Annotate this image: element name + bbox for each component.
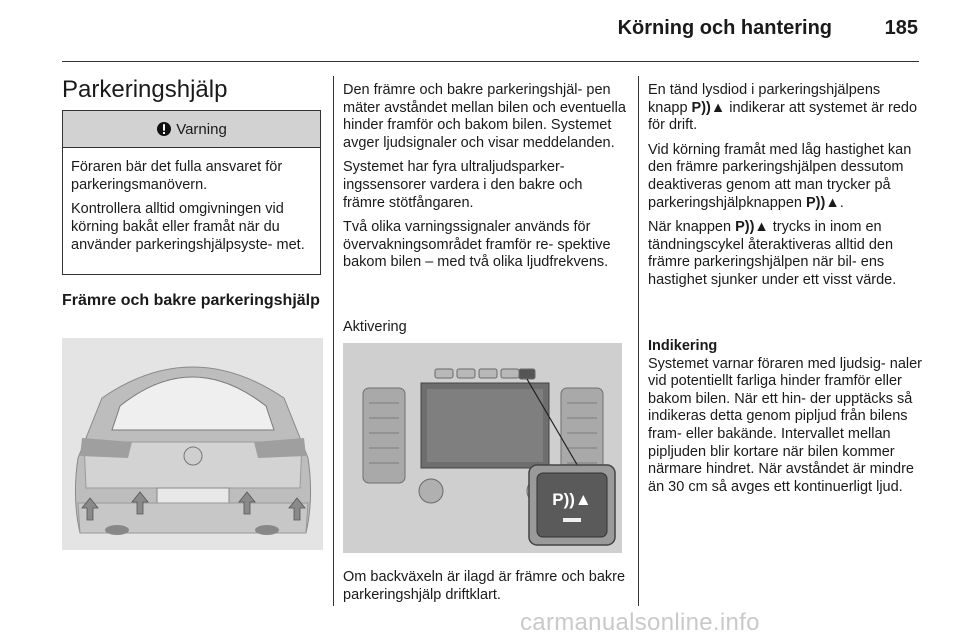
col3-paragraph-3: När knappen P))▲ trycks in inom en tändningscykel återaktiveras alltid den främre parkeringshjälpen när bil- ens hastighet sjunker under ett visst värde. [648,219,897,288]
indication-block [648,338,922,496]
column-2-text [343,82,628,279]
col3-paragraph-2: Vid körning framåt med låg hastighet kan den främre parkeringshjälpen dessutom deaktiveras genom att man trycker på parkeringshjälpknappen P))▲. [648,141,912,211]
svg-text:P))▲: P))▲ [552,490,592,509]
col2-paragraph-3: Två olika varningssignaler används för övervakningsområdet framför re- spektive bakom bilen – med två olika ljudfrekvens. [343,219,611,271]
parking-button-symbol: P))▲ [806,194,840,211]
activation-heading: Aktivering [343,319,407,335]
column-divider-2 [638,76,639,606]
running-header-title: Körning och hantering [617,17,832,39]
header-rule [62,61,919,62]
car-rear-drawing [62,338,323,550]
rear-car-illustration [62,338,323,550]
page-number: 185 [884,17,918,39]
col2-paragraph-2: Systemet har fyra ultraljudsparker- ingssensorer vardera i den bakre och främre stötfångaren. [343,159,583,211]
parking-button-symbol: P))▲ [691,99,726,116]
dashboard-illustration [343,343,622,553]
column-3-text [648,82,922,297]
parking-button-symbol: P))▲ [735,219,769,236]
dashboard-drawing [343,343,622,553]
figure-caption: Om backväxeln är ilagd är främre och bakre parkeringshjälp driftklart. [343,569,626,603]
column-divider-1 [333,76,334,606]
warning-box [62,110,321,275]
warning-text-2: Kontrollera alltid omgivningen vid körning bakåt eller framåt när du använder parkeringshjälpsyste- met. [71,201,305,253]
indication-text: Systemet varnar föraren med ljudsig- naler vid potentiellt farliga hinder framför eller bakom bilen. När ett hin- der upptäcks så indikeras detta genom pipljud från bilens fram- eller bakände. Intervallet mellan pipljuden blir kortare när bilen kommer närmare hindret. När avståndet är mindre än 30 cm så avges ett kontinuerligt ljud. [648,355,923,495]
indication-heading: Indikering [648,338,718,354]
col2-paragraph-1: Den främre och bakre parkeringshjäl- pen mäter avståndet mellan bilen och eventuella hinder framför och bakom bilen. Systemet avger ljudsignaler och visar meddelanden. [343,82,626,151]
warning-label: Varning [176,120,227,138]
warning-text-1: Föraren bär det fulla ansvaret för parkeringsmanövern. [71,159,283,193]
warning-icon [156,121,172,137]
warning-header [63,111,320,148]
col3-paragraph-1: En tänd lysdiod i parkeringshjälpens knapp P))▲ indikerar att systemet är redo för drift. [648,82,918,134]
subheading: Främre och bakre parkeringshjälp [62,292,320,309]
section-title: Parkeringshjälp [62,76,228,103]
watermark: carmanualsonline.info [520,609,760,636]
